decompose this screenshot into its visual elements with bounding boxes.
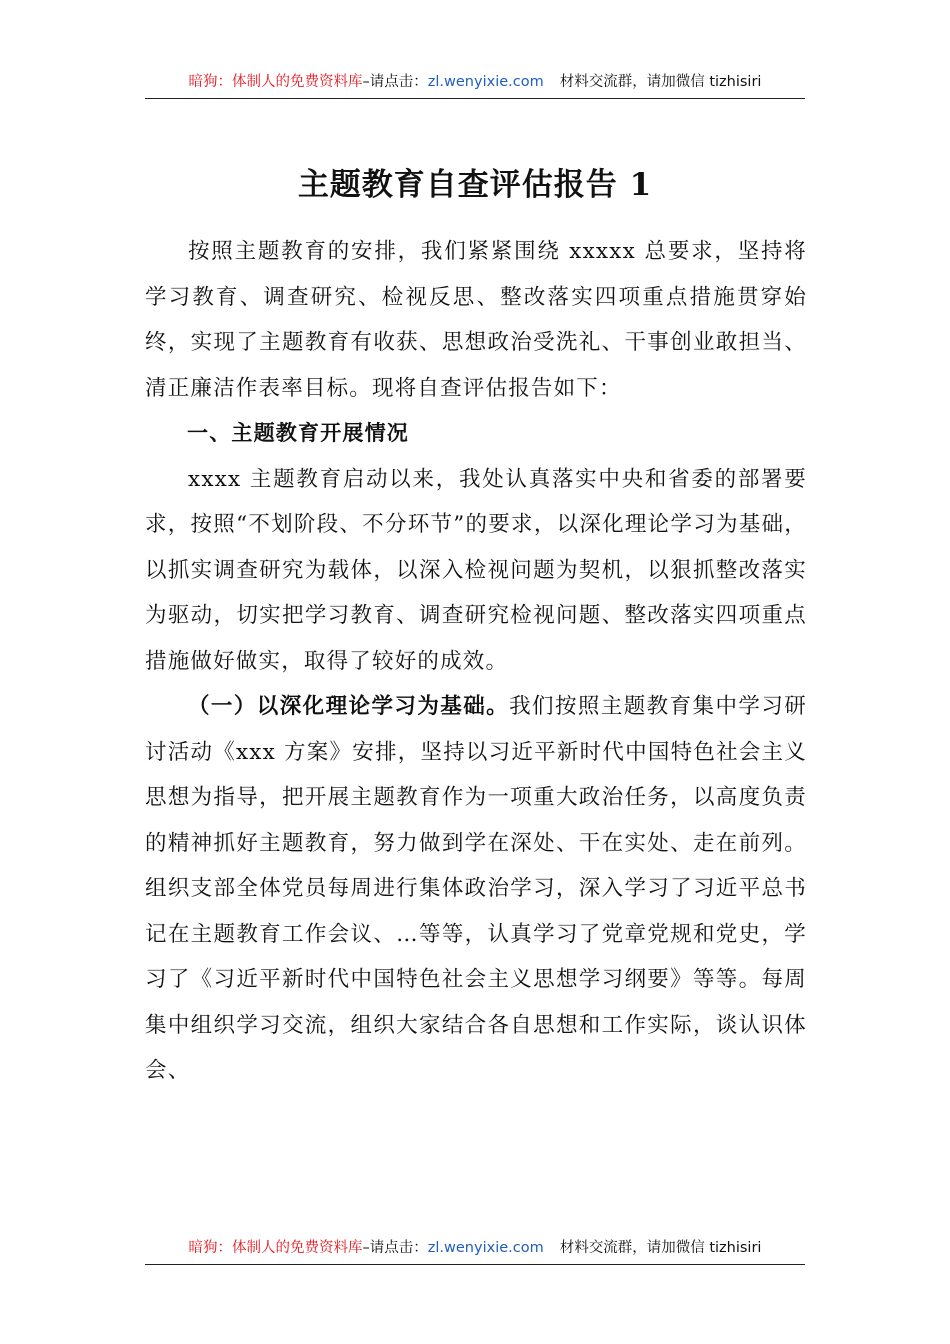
intro-paragraph: 按照主题教育的安排，我们紧紧围绕 xxxxx 总要求，坚持将学习教育、调查研究、检视反思、整改落实四项重点措施贯穿始终，实现了主题教育有收获、思想政治受洗礼、干事创业敢担当、清正廉洁作表率目标。现将自查评估报告如下： — [145, 239, 807, 401]
footer-banner-link[interactable]: zl.wenyixie.com — [427, 1240, 544, 1256]
footer-banner-site-name: 暗狗：体制人的免费资料库 — [188, 1240, 363, 1256]
header-banner-click-prompt: –请点击： — [362, 74, 428, 90]
document-body — [145, 229, 807, 1094]
header-banner-site-name: 暗狗：体制人的免费资料库 — [188, 74, 363, 90]
footer-banner-click-prompt: –请点击： — [362, 1240, 428, 1256]
section-1-heading: 一、主题教育开展情况 — [187, 421, 409, 445]
footer-banner-wechat-note: 材料交流群，请加微信 tizhisiri — [559, 1240, 762, 1256]
header-banner-wechat-note: 材料交流群，请加微信 tizhisiri — [559, 74, 762, 90]
document-title: 主题教育自查评估报告 1 — [297, 167, 653, 203]
subsection-1-text: 我们按照主题教育集中学习研讨活动《xxx 方案》安排，坚持以习近平新时代中国特色社会主义思想为指导，把开展主题教育作为一项重大政治任务，以高度负责的精神抓好主题教育，努力做到学在深处、干在实处、走在前列。组织支部全体党员每周进行集体政治学习，深入学习了习近平总书记在主题教育工作会议、…等等，认真学习了党章党规和党史，学习了《习近平新时代中国特色社会主义思想学习纲要》等等。每周集中组织学习交流，组织大家结合各自思想和工作实际，谈认识体会、 — [145, 694, 807, 1083]
subsection-1-paragraph — [145, 684, 807, 1094]
section-1-paragraph: xxxx 主题教育启动以来，我处认真落实中央和省委的部署要求，按照“不划阶段、不分环节”的要求，以深化理论学习为基础，以抓实调查研究为载体，以深入检视问题为契机，以狠抓整改落实为驱动，切实把学习教育、调查研究检视问题、整改落实四项重点措施做好做实，取得了较好的成效。 — [145, 466, 807, 674]
subsection-1-heading: （一）以深化理论学习为基础。 — [188, 694, 510, 719]
header-banner-link[interactable]: zl.wenyixie.com — [427, 74, 544, 90]
header-banner — [145, 68, 805, 99]
footer-banner — [145, 1234, 805, 1265]
